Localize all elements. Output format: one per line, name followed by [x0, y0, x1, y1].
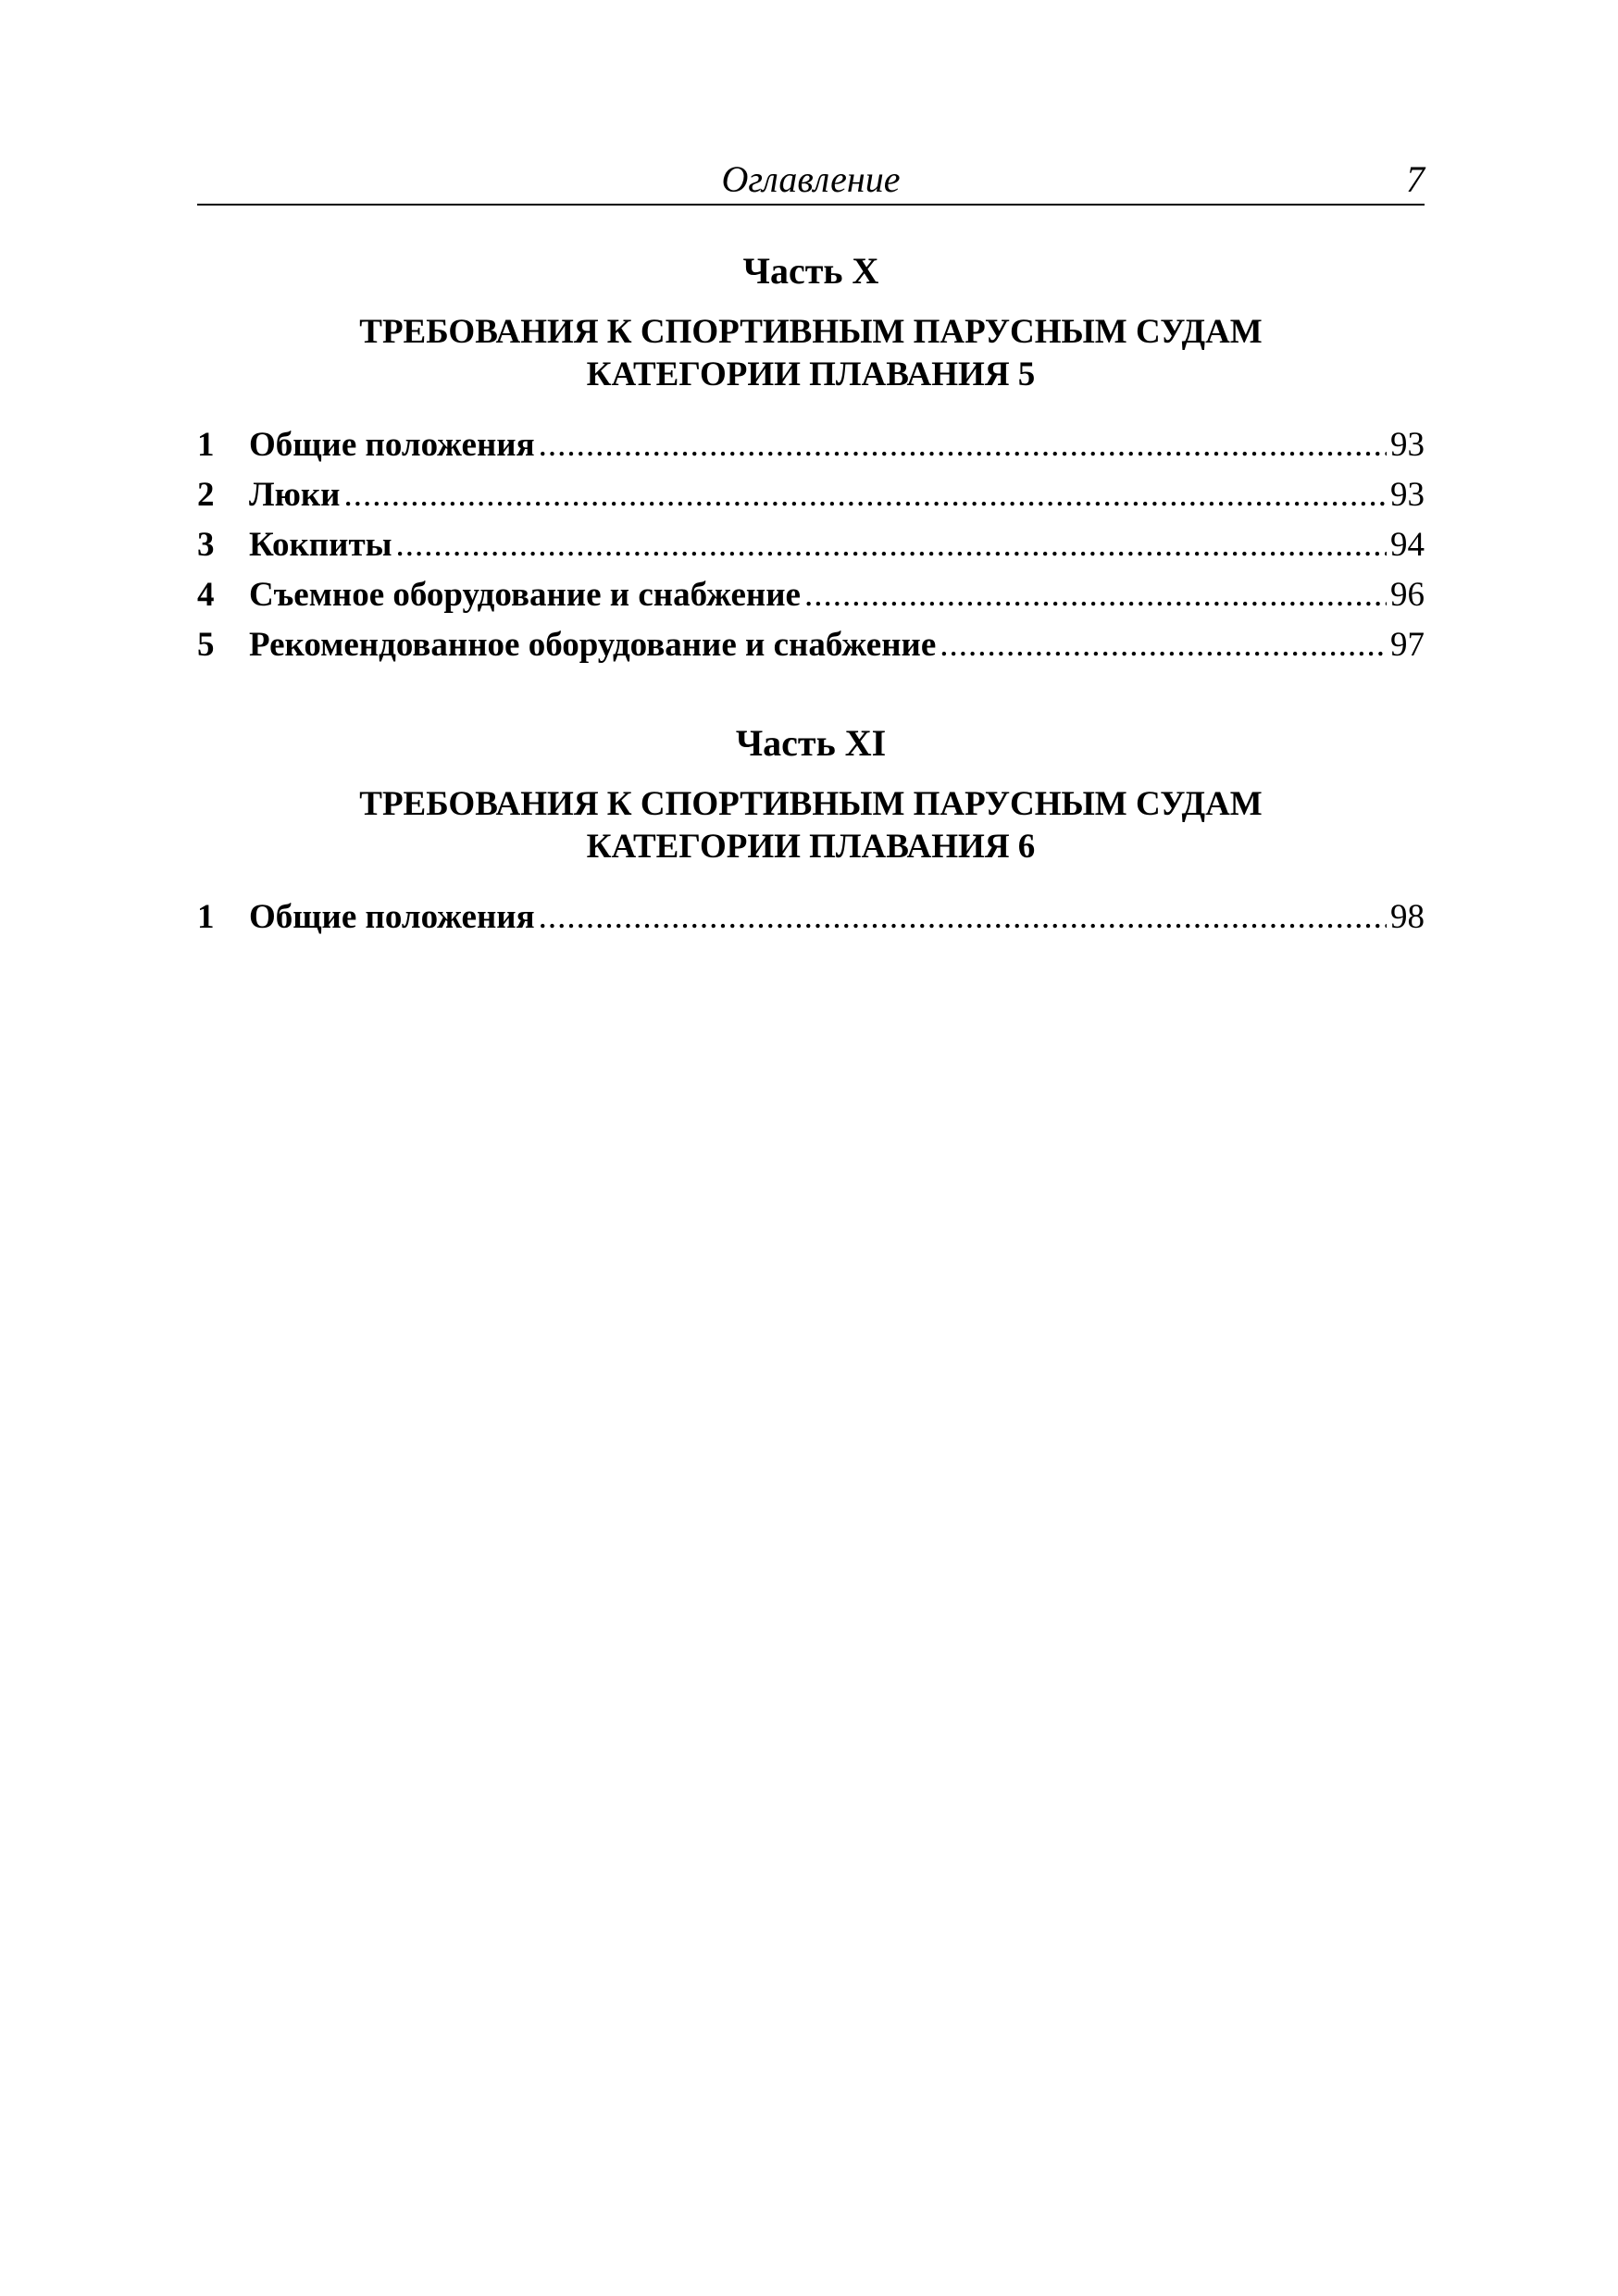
toc-entry-page: 98: [1390, 898, 1425, 936]
toc-entry[interactable]: [197, 570, 1425, 620]
toc-entry-number: 2: [197, 476, 215, 514]
toc-entry-number: 3: [197, 526, 215, 564]
toc-entry-page: 93: [1390, 426, 1425, 464]
running-title: Оглавление: [721, 158, 901, 200]
toc-entry-title: Съемное оборудование и снабжение: [249, 576, 801, 614]
dot-leader: [804, 570, 1387, 620]
toc-entry-page: 93: [1390, 476, 1425, 514]
part-x-section: [197, 248, 1425, 670]
part-title-line: КАТЕГОРИИ ПЛАВАНИЯ 5: [586, 356, 1036, 393]
toc-entry-title: Люки: [249, 476, 341, 514]
part-heading: Часть X: [742, 250, 879, 292]
toc-entry-title: Общие положения: [249, 898, 535, 936]
toc-list: [197, 892, 1425, 942]
toc-entry[interactable]: [197, 420, 1425, 470]
toc-entry[interactable]: [197, 520, 1425, 570]
part-heading: Часть XI: [735, 722, 887, 764]
toc-entry-number: 5: [197, 626, 215, 664]
toc-entry-title: Кокпиты: [249, 526, 392, 564]
toc-entry-number: 1: [197, 426, 215, 464]
part-title-line: ТРЕБОВАНИЯ К СПОРТИВНЫМ ПАРУСНЫМ СУДАМ: [359, 313, 1263, 351]
running-header: [197, 156, 1425, 206]
toc-entry[interactable]: [197, 892, 1425, 942]
dot-leader: [343, 470, 1387, 520]
page-number: 7: [1406, 158, 1425, 200]
toc-entry-page: 97: [1390, 626, 1425, 664]
part-title-line: ТРЕБОВАНИЯ К СПОРТИВНЫМ ПАРУСНЫМ СУДАМ: [359, 785, 1263, 823]
toc-entry-title: Общие положения: [249, 426, 535, 464]
dot-leader: [539, 420, 1387, 470]
part-xi-section: [197, 720, 1425, 942]
dot-leader: [539, 892, 1387, 942]
part-title-line: КАТЕГОРИИ ПЛАВАНИЯ 6: [586, 828, 1036, 866]
toc-entry[interactable]: [197, 620, 1425, 670]
part-title: [197, 783, 1425, 868]
toc-entry-number: 1: [197, 898, 215, 936]
toc-entry-page: 94: [1390, 526, 1425, 564]
toc-entry-number: 4: [197, 576, 215, 614]
toc-entry-title: Рекомендованное оборудование и снабжение: [249, 626, 937, 664]
dot-leader: [396, 520, 1387, 570]
toc-list: [197, 420, 1425, 670]
toc-entry[interactable]: [197, 470, 1425, 520]
dot-leader: [940, 620, 1387, 670]
part-title: [197, 311, 1425, 396]
toc-entry-page: 96: [1390, 576, 1425, 614]
